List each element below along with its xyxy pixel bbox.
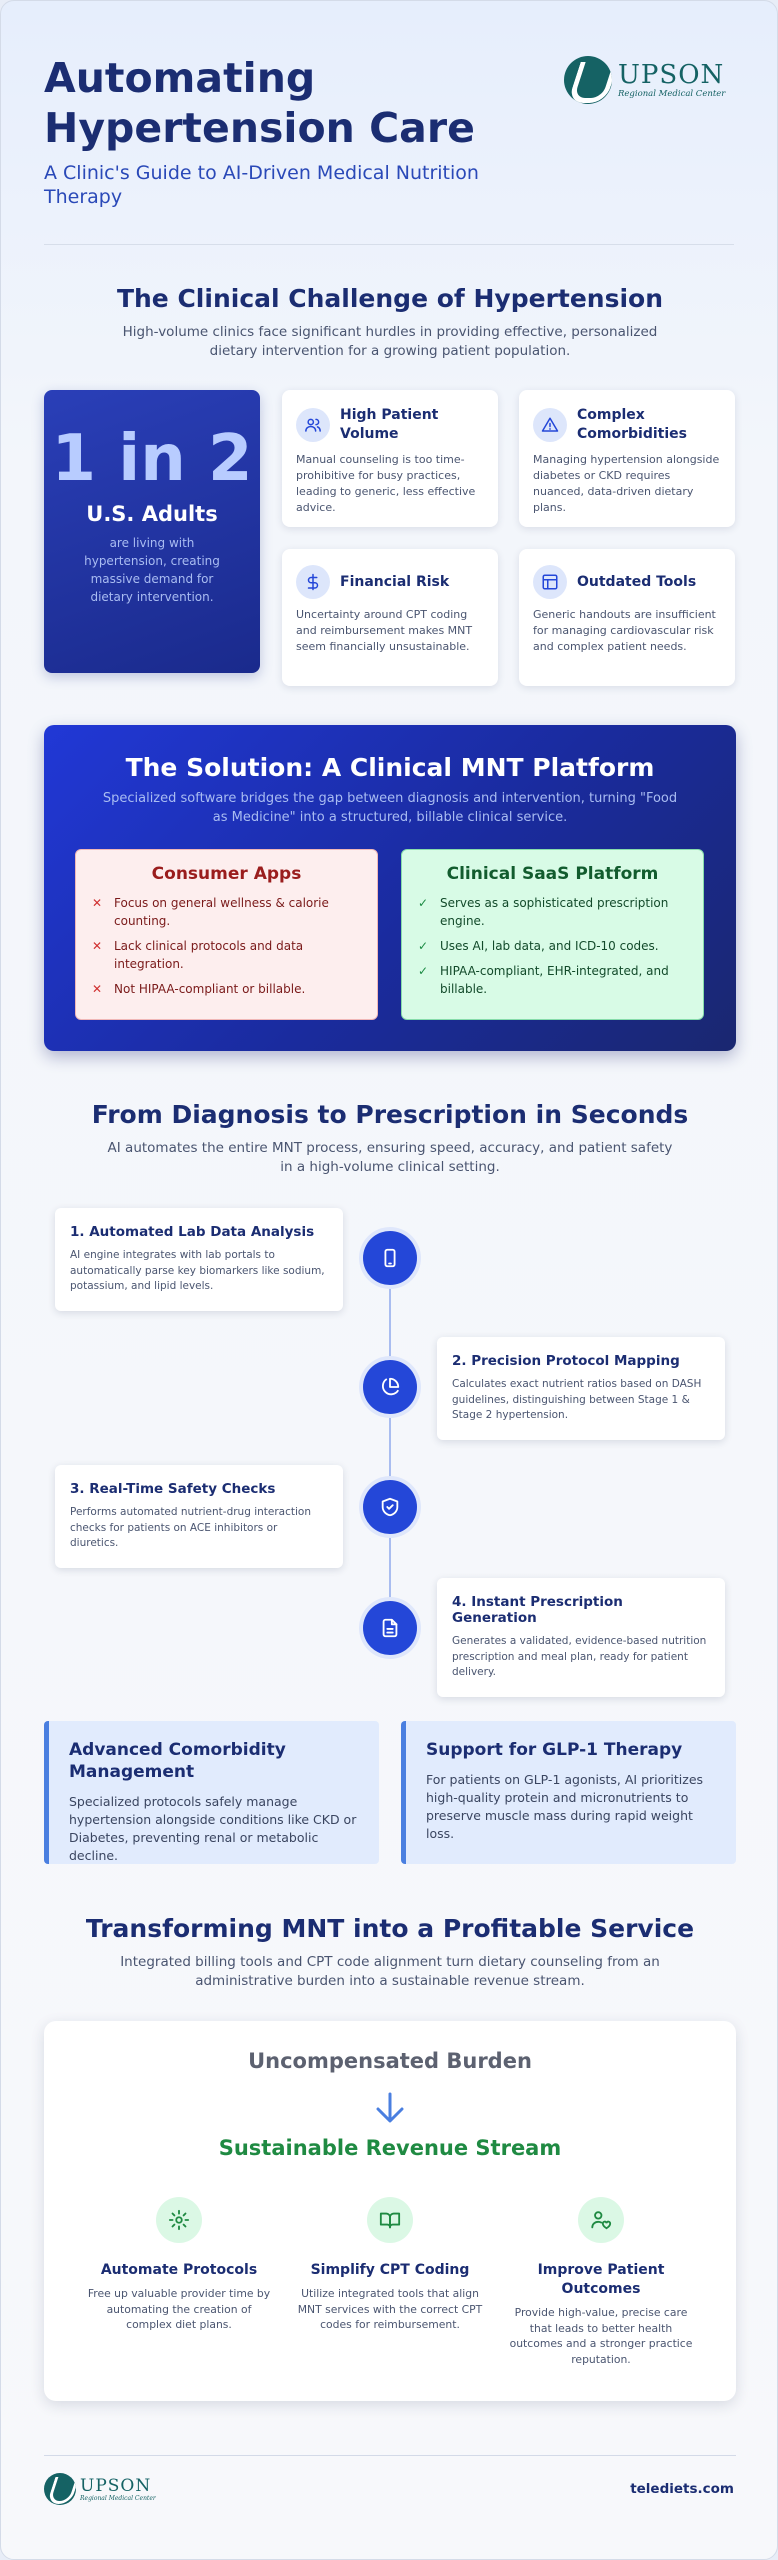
solution-desc: Specialized software bridges the gap between diagnosis and intervention, turning "Food as Medicine" into a structured, billable clinical service. bbox=[102, 791, 678, 825]
timeline-line bbox=[389, 1259, 391, 1629]
shield-check-icon bbox=[363, 1480, 417, 1534]
logo-mark-icon bbox=[44, 2473, 76, 2505]
step-title: 1. Automated Lab Data Analysis bbox=[70, 1224, 315, 1240]
list-item: ✓ Serves as a sophisticated prescription engine. bbox=[418, 896, 669, 928]
consumer-apps-card bbox=[75, 849, 378, 1020]
saas-platform-card bbox=[401, 849, 704, 1020]
card-title: Financial Risk bbox=[340, 573, 450, 590]
user-heart-icon bbox=[578, 2197, 624, 2243]
logo-sub: Regional Medical Center bbox=[80, 2494, 156, 2502]
card-text: Managing hypertension alongside diabetes or CKD requires nuanced, data-driven dietary plans. bbox=[533, 453, 720, 514]
stream-label: Sustainable Revenue Stream bbox=[218, 2136, 562, 2160]
footer-link[interactable]: telediets.com bbox=[630, 2481, 734, 2497]
process-desc: AI automates the entire MNT process, ensuring speed, accuracy, and patient safety in a high-volume clinical setting. bbox=[107, 1140, 673, 1175]
step-title: 4. Instant Prescription Generation bbox=[452, 1594, 623, 1626]
tablet-icon bbox=[363, 1231, 417, 1285]
process-title: From Diagnosis to Prescription in Seconds bbox=[91, 1100, 689, 1129]
info-box-glp1 bbox=[401, 1721, 736, 1864]
check-icon: ✓ bbox=[418, 939, 429, 953]
list-item: ✕ Focus on general wellness & calorie counting. bbox=[92, 896, 329, 928]
step-text: Generates a validated, evidence-based nutrition prescription and meal plan, ready for patient delivery. bbox=[452, 1635, 707, 1678]
revenue-title: Transforming MNT into a Profitable Service bbox=[85, 1914, 695, 1943]
step-card-2 bbox=[437, 1337, 725, 1440]
revenue-card bbox=[44, 2021, 736, 2401]
card-text: Generic handouts are insufficient for managing cardiovascular risk and complex patient needs. bbox=[533, 608, 716, 653]
challenge-card-volume bbox=[282, 390, 498, 527]
stat-big: 1 in 2 bbox=[51, 422, 253, 496]
footer-logo[interactable] bbox=[44, 2473, 156, 2505]
users-icon bbox=[296, 408, 330, 442]
challenge-card-comorbidities bbox=[519, 390, 735, 527]
challenge-title: The Clinical Challenge of Hypertension bbox=[116, 284, 664, 313]
info-title: Support for GLP-1 Therapy bbox=[426, 1740, 683, 1760]
arrow-down-icon bbox=[370, 2091, 410, 2125]
logo-sub: Regional Medical Center bbox=[618, 89, 726, 99]
page-subtitle: A Clinic's Guide to AI-Driven Medical Nutrition Therapy bbox=[44, 162, 479, 208]
header-divider bbox=[44, 244, 734, 245]
list-item: ✓ Uses AI, lab data, and ICD-10 codes. bbox=[418, 939, 659, 953]
feature-title: Simplify CPT Coding bbox=[310, 2262, 470, 2278]
list-item: ✕ Lack clinical protocols and data integration. bbox=[92, 939, 304, 971]
layout-icon bbox=[533, 565, 567, 599]
step-card-3 bbox=[55, 1465, 343, 1568]
challenge-desc: High-volume clinics face significant hurdles in providing effective, personalized dietary intervention for a growing patient population. bbox=[122, 324, 658, 359]
card-title: Outdated Tools bbox=[577, 573, 697, 590]
document-icon bbox=[363, 1601, 417, 1655]
logo-mark-icon bbox=[564, 56, 612, 104]
check-icon: ✓ bbox=[418, 964, 429, 978]
upson-logo[interactable] bbox=[564, 53, 734, 107]
burden-label: Uncompensated Burden bbox=[248, 2049, 532, 2073]
saas-platform-title: Clinical SaaS Platform bbox=[446, 864, 659, 884]
step-card-4 bbox=[437, 1578, 725, 1697]
stat-label: U.S. Adults bbox=[86, 502, 218, 526]
x-icon: ✕ bbox=[92, 982, 103, 996]
stat-text: are living with hypertension, creating massive demand for dietary intervention. bbox=[84, 536, 220, 604]
info-text: For patients on GLP-1 agonists, AI prioritizes high-quality protein and micronutrients to preserve muscle mass during rapid weight loss. bbox=[426, 1772, 704, 1841]
card-text: Uncertainty around CPT coding and reimbursement makes MNT seem financially unsustainable. bbox=[296, 608, 473, 653]
dollar-icon bbox=[296, 565, 330, 599]
list-item: ✕ Not HIPAA-compliant or billable. bbox=[92, 982, 306, 996]
step-text: Calculates exact nutrient ratios based on DASH guidelines, distinguishing between Stage 1 & Stage 2 hypertension. bbox=[452, 1378, 702, 1421]
solution-panel bbox=[44, 725, 736, 1051]
page-title: Automating Hypertension Care bbox=[44, 54, 475, 152]
challenge-card-tools bbox=[519, 549, 735, 686]
info-box-comorbidity bbox=[44, 1721, 379, 1864]
warning-icon bbox=[533, 408, 567, 442]
info-title: Advanced Comorbidity Management bbox=[69, 1740, 286, 1782]
feature-outcomes bbox=[506, 2197, 696, 2367]
feature-title: Improve Patient Outcomes bbox=[537, 2262, 665, 2297]
card-title: High Patient Volume bbox=[340, 407, 439, 442]
header bbox=[44, 53, 734, 243]
footer-divider bbox=[44, 2455, 736, 2456]
consumer-apps-title: Consumer Apps bbox=[151, 864, 302, 884]
step-title: 3. Real-Time Safety Checks bbox=[70, 1481, 276, 1497]
feature-text: Utilize integrated tools that align MNT services with the correct CPT codes for reimbursement. bbox=[297, 2287, 483, 2331]
card-text: Manual counseling is too time-prohibitive for busy practices, leading to generic, less effective advice. bbox=[296, 453, 476, 514]
feature-automate bbox=[84, 2197, 274, 2333]
solution-title: The Solution: A Clinical MNT Platform bbox=[125, 753, 655, 782]
step-text: AI engine integrates with lab portals to automatically parse key biomarkers like sodium, potassium, and lipid levels. bbox=[70, 1249, 325, 1292]
step-title: 2. Precision Protocol Mapping bbox=[452, 1353, 680, 1369]
stat-card bbox=[44, 390, 260, 673]
list-item: ✓ HIPAA-compliant, EHR-integrated, and billable. bbox=[418, 964, 669, 996]
logo-name: UPSON bbox=[80, 2475, 152, 2496]
x-icon: ✕ bbox=[92, 896, 103, 910]
feature-text: Free up valuable provider time by automating the creation of complex diet plans. bbox=[87, 2287, 271, 2331]
feature-cpt bbox=[295, 2197, 485, 2333]
feature-text: Provide high-value, precise care that leads to better health outcomes and a stronger practice reputation. bbox=[509, 2306, 693, 2366]
check-icon: ✓ bbox=[418, 896, 429, 910]
revenue-desc: Integrated billing tools and CPT code alignment turn dietary counseling from an administrative burden into a sustainable revenue stream. bbox=[120, 1954, 660, 1989]
gear-icon bbox=[156, 2197, 202, 2243]
step-text: Performs automated nutrient-drug interaction checks for patients on ACE inhibitors or diuretics. bbox=[70, 1506, 312, 1549]
feature-title: Automate Protocols bbox=[100, 2262, 258, 2278]
challenge-card-financial bbox=[282, 549, 498, 686]
info-text: Specialized protocols safely manage hypertension alongside conditions like CKD or Diabetes, preventing renal or metabolic decline. bbox=[69, 1794, 357, 1863]
logo-name: UPSON bbox=[618, 60, 725, 90]
x-icon: ✕ bbox=[92, 939, 103, 953]
book-icon bbox=[367, 2197, 413, 2243]
step-card-1 bbox=[55, 1208, 343, 1311]
pie-chart-icon bbox=[363, 1360, 417, 1414]
card-title: Complex Comorbidities bbox=[577, 407, 687, 442]
